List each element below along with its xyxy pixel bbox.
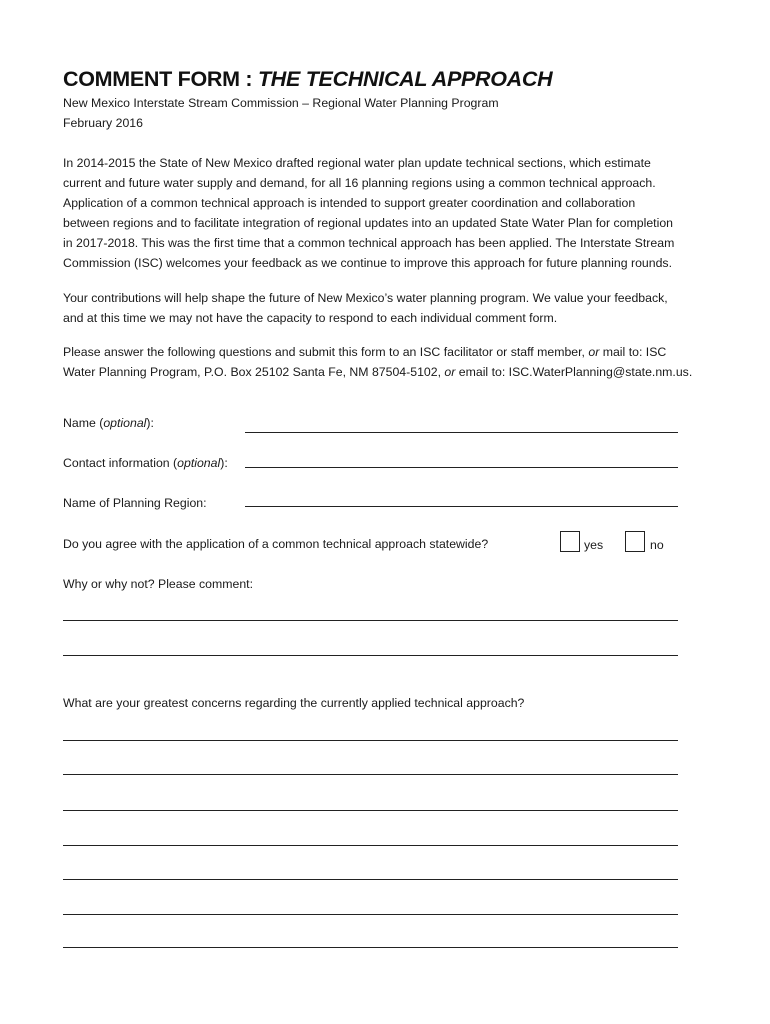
intro-paragraph-2 <box>63 288 713 328</box>
agree-question: Do you agree with the application of a common technical approach statewide? <box>63 537 489 551</box>
intro-paragraph-1 <box>63 153 713 273</box>
intro-p1-line: in 2017-2018. This was the first time that a common technical approach has been applied. The Interstate Stream <box>63 236 675 250</box>
yes-label: yes <box>584 538 604 552</box>
page-title <box>63 67 552 92</box>
planning-region-label: Name of Planning Region: <box>63 496 207 510</box>
intro-p1-line: current and future water supply and demand, for all 16 planning regions using a common technical approach. <box>63 176 656 190</box>
planning-region-input-line[interactable] <box>245 506 678 507</box>
date-line: February 2016 <box>63 116 143 130</box>
why-answer-line[interactable] <box>63 620 678 621</box>
title-main: COMMENT FORM : <box>63 67 258 91</box>
no-label: no <box>650 538 664 552</box>
intro-paragraph-3 <box>63 342 713 382</box>
intro-p2-line: Your contributions will help shape the future of New Mexico’s water planning program. We value your feedback, <box>63 291 668 305</box>
concerns-answer-line[interactable] <box>63 879 678 880</box>
why-question: Why or why not? Please comment: <box>63 577 253 591</box>
contact-label: Contact information (optional): <box>63 456 228 470</box>
name-input-line[interactable] <box>245 432 678 433</box>
intro-p1-line: In 2014-2015 the State of New Mexico drafted regional water plan update technical sections, which estimate <box>63 156 651 170</box>
concerns-answer-line[interactable] <box>63 845 678 846</box>
intro-p3-line-1: Please answer the following questions and submit this form to an ISC facilitator or staff member, or mail to: ISC <box>63 345 667 359</box>
organization-line: New Mexico Interstate Stream Commission – Regional Water Planning Program <box>63 96 499 110</box>
yes-checkbox[interactable] <box>560 531 580 552</box>
concerns-question: What are your greatest concerns regarding the currently applied technical approach? <box>63 696 525 710</box>
contact-input-line[interactable] <box>245 467 678 468</box>
intro-p1-line: between regions and to facilitate integration of regional updates into an updated State Water Plan for completion <box>63 216 673 230</box>
name-label: Name (optional): <box>63 416 154 430</box>
why-answer-line[interactable] <box>63 655 678 656</box>
no-checkbox[interactable] <box>625 531 645 552</box>
concerns-answer-line[interactable] <box>63 740 678 741</box>
concerns-answer-line[interactable] <box>63 810 678 811</box>
intro-p1-line: Application of a common technical approach is intended to support greater coordination and collaboration <box>63 196 636 210</box>
intro-p1-line: Commission (ISC) welcomes your feedback as we continue to improve this approach for future planning rounds. <box>63 256 672 270</box>
title-italic: THE TECHNICAL APPROACH <box>257 67 553 91</box>
concerns-answer-line[interactable] <box>63 774 678 775</box>
intro-p2-line: and at this time we may not have the capacity to respond to each individual comment form. <box>63 311 558 325</box>
intro-p3-line-2: Water Planning Program, P.O. Box 25102 Santa Fe, NM 87504-5102, or email to: ISC.WaterPlanning@state.nm.us. <box>63 365 693 379</box>
concerns-answer-line[interactable] <box>63 947 678 948</box>
concerns-answer-line[interactable] <box>63 914 678 915</box>
